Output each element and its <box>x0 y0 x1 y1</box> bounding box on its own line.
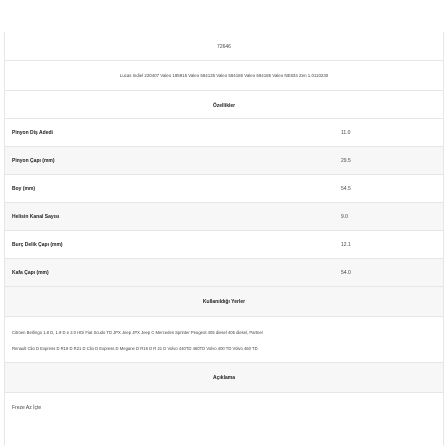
specs-heading: Özellikler <box>212 103 236 109</box>
spec-row <box>5 258 443 286</box>
spec-label: Kafa Çapı (mm) <box>12 270 49 276</box>
spec-label: Boy (mm) <box>12 186 36 192</box>
description-heading: Açıklama <box>213 375 235 381</box>
spec-row <box>5 146 443 174</box>
description-heading-row <box>5 362 443 392</box>
spec-value: 54.5 <box>341 186 351 192</box>
description-text: Freze Az İçte <box>12 405 42 411</box>
product-code: 72646 <box>217 44 231 50</box>
spec-value: 11.0 <box>341 130 351 136</box>
oem-numbers-row <box>5 60 443 90</box>
spec-label: Pinyon Çapı (mm) <box>12 158 55 164</box>
specs-heading-row <box>5 90 443 118</box>
product-code-row <box>5 32 443 60</box>
spec-row <box>5 230 443 258</box>
usage-heading: Kullanıldığı Yerler <box>202 299 246 305</box>
description-row <box>5 392 443 446</box>
spec-value: 29.5 <box>341 158 351 164</box>
spec-label: Pinyon Diş Adedi <box>12 130 53 136</box>
spec-value: 12.1 <box>341 242 351 248</box>
spec-label: Burç Delik Çapı (mm) <box>12 242 63 248</box>
spec-value: 9.0 <box>341 214 348 220</box>
spec-row <box>5 118 443 146</box>
usage-line-2: Renault Clio D Express D R19 D R21 D Clio D Express D Megane D R19 D R 21 D Volvo 440TD 460TD Volvo 400 TD Volvo 460 TD <box>12 346 258 351</box>
spec-row <box>5 202 443 230</box>
spec-label: Helisin Kanal Sayısı <box>12 214 60 220</box>
spec-row <box>5 174 443 202</box>
usage-line-1: Citroen Berlingo 1.8 D, 1.9 D e 2.0 HDi Fiat Scudo TD JPX Jeep JPX Jeep C Mercedes Sprinter Peugeot 405 diesel 405 diesel, Partner <box>12 330 264 335</box>
product-detail-table <box>4 32 444 446</box>
usage-row <box>5 316 443 362</box>
usage-heading-row <box>5 286 443 316</box>
spec-value: 54.0 <box>341 270 351 276</box>
oem-numbers: Lucas Indiel 220407 Valeo 185915 Valeo 584135 Valeo 584185 Valeo 594185 Valeo NE834 Zen 1.0110230 <box>119 73 329 78</box>
